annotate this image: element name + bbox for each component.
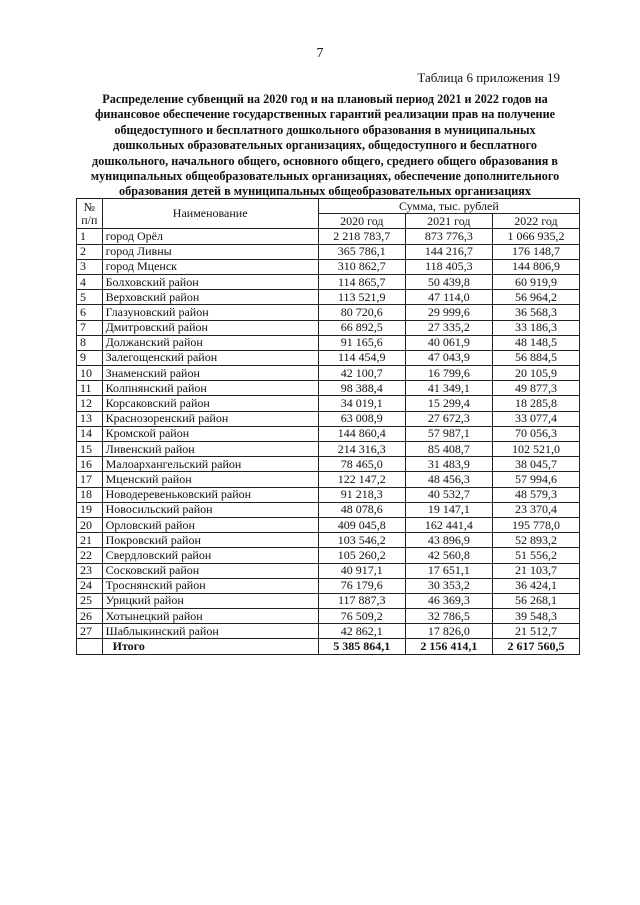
row-value-2022: 195 778,0 <box>492 517 579 532</box>
row-name: Новосильский район <box>102 502 318 517</box>
row-name: Колпнянский район <box>102 381 318 396</box>
row-value-2020: 144 860,4 <box>318 426 405 441</box>
row-value-2020: 103 546,2 <box>318 533 405 548</box>
row-value-2022: 18 285,8 <box>492 396 579 411</box>
row-value-2021: 27 335,2 <box>405 320 492 335</box>
row-name: Болховский район <box>102 274 318 289</box>
table-row <box>77 411 580 426</box>
row-name: Корсаковский район <box>102 396 318 411</box>
table-row <box>77 563 580 578</box>
row-value-2020: 80 720,6 <box>318 305 405 320</box>
row-value-2020: 63 008,9 <box>318 411 405 426</box>
table-row <box>77 472 580 487</box>
row-value-2021: 47 114,0 <box>405 290 492 305</box>
document-title <box>72 92 578 200</box>
total-value-2020: 5 385 864,1 <box>318 639 405 654</box>
row-value-2022: 51 556,2 <box>492 548 579 563</box>
row-value-2021: 19 147,1 <box>405 502 492 517</box>
row-value-2020: 114 454,9 <box>318 350 405 365</box>
row-value-2020: 76 179,6 <box>318 578 405 593</box>
row-value-2020: 78 465,0 <box>318 457 405 472</box>
row-value-2020: 48 078,6 <box>318 502 405 517</box>
row-value-2022: 57 994,6 <box>492 472 579 487</box>
table-row <box>77 290 580 305</box>
row-number: 13 <box>77 411 103 426</box>
header-year-2020: 2020 год <box>318 214 405 229</box>
row-number: 19 <box>77 502 103 517</box>
row-name: город Ливны <box>102 244 318 259</box>
title-line: образования детей в муниципальных общеобразовательных организациях <box>119 184 531 199</box>
row-value-2022: 33 077,4 <box>492 411 579 426</box>
row-name: Ливенский район <box>102 442 318 457</box>
row-name: Покровский район <box>102 533 318 548</box>
row-value-2021: 29 999,6 <box>405 305 492 320</box>
row-name: Новодеревеньковский район <box>102 487 318 502</box>
row-value-2020: 76 509,2 <box>318 609 405 624</box>
row-value-2022: 33 186,3 <box>492 320 579 335</box>
row-name: Кромской район <box>102 426 318 441</box>
row-name: Хотынецкий район <box>102 609 318 624</box>
table-row <box>77 335 580 350</box>
row-value-2020: 409 045,8 <box>318 517 405 532</box>
total-value-2022: 2 617 560,5 <box>492 639 579 654</box>
row-name: Верховский район <box>102 290 318 305</box>
row-name: Троснянский район <box>102 578 318 593</box>
row-value-2020: 214 316,3 <box>318 442 405 457</box>
row-number: 16 <box>77 457 103 472</box>
row-value-2022: 36 424,1 <box>492 578 579 593</box>
row-number: 14 <box>77 426 103 441</box>
row-number: 6 <box>77 305 103 320</box>
row-value-2021: 40 532,7 <box>405 487 492 502</box>
row-number: 10 <box>77 366 103 381</box>
total-row <box>77 639 580 654</box>
row-value-2020: 98 388,4 <box>318 381 405 396</box>
table-row <box>77 244 580 259</box>
row-value-2022: 20 105,9 <box>492 366 579 381</box>
row-value-2022: 48 148,5 <box>492 335 579 350</box>
row-value-2022: 48 579,3 <box>492 487 579 502</box>
row-number: 22 <box>77 548 103 563</box>
table-row <box>77 426 580 441</box>
title-line: общедоступного и бесплатного дошкольного образования в муниципальных <box>114 122 536 137</box>
row-name: город Орёл <box>102 229 318 244</box>
title-line: муниципальных общеобразовательных организациях, обеспечение дополнительного <box>90 169 560 184</box>
row-name: Шаблыкинский район <box>102 624 318 639</box>
table-reference: Таблица 6 приложения 19 <box>417 70 560 85</box>
row-value-2022: 36 568,3 <box>492 305 579 320</box>
row-value-2021: 57 987,1 <box>405 426 492 441</box>
row-value-2022: 60 919,9 <box>492 274 579 289</box>
table-row <box>77 578 580 593</box>
page-number: 7 <box>316 46 324 61</box>
row-value-2020: 117 887,3 <box>318 593 405 608</box>
row-number: 3 <box>77 259 103 274</box>
table-row <box>77 305 580 320</box>
table-body <box>77 229 580 654</box>
row-value-2022: 102 521,0 <box>492 442 579 457</box>
total-label: Итого <box>102 639 318 654</box>
total-value-2021: 2 156 414,1 <box>405 639 492 654</box>
row-name: Залегощенский район <box>102 350 318 365</box>
row-value-2022: 1 066 935,2 <box>492 229 579 244</box>
table-row <box>77 487 580 502</box>
row-value-2021: 17 651,1 <box>405 563 492 578</box>
row-value-2021: 873 776,3 <box>405 229 492 244</box>
table-row <box>77 396 580 411</box>
row-value-2021: 46 369,3 <box>405 593 492 608</box>
table-row <box>77 274 580 289</box>
row-name: город Мценск <box>102 259 318 274</box>
row-number: 17 <box>77 472 103 487</box>
table-row <box>77 502 580 517</box>
total-number-cell <box>77 639 103 654</box>
table-row <box>77 517 580 532</box>
row-value-2021: 42 560,8 <box>405 548 492 563</box>
row-value-2020: 122 147,2 <box>318 472 405 487</box>
header-name: Наименование <box>102 199 318 229</box>
title-line: дошкольного, начального общего, основного общего, среднего общего образования в <box>92 153 558 168</box>
row-value-2021: 30 353,2 <box>405 578 492 593</box>
table-row <box>77 593 580 608</box>
row-value-2022: 23 370,4 <box>492 502 579 517</box>
row-name: Глазуновский район <box>102 305 318 320</box>
row-name: Краснозоренский район <box>102 411 318 426</box>
table-row <box>77 350 580 365</box>
row-number: 5 <box>77 290 103 305</box>
table-row <box>77 624 580 639</box>
row-value-2022: 38 045,7 <box>492 457 579 472</box>
row-name: Орловский район <box>102 517 318 532</box>
row-value-2022: 144 806,9 <box>492 259 579 274</box>
header-year-2021: 2021 год <box>405 214 492 229</box>
row-value-2021: 50 439,8 <box>405 274 492 289</box>
header-number <box>77 199 103 229</box>
table-row <box>77 457 580 472</box>
row-number: 27 <box>77 624 103 639</box>
row-value-2020: 365 786,1 <box>318 244 405 259</box>
table-row <box>77 259 580 274</box>
table-row <box>77 548 580 563</box>
row-value-2020: 66 892,5 <box>318 320 405 335</box>
table-row <box>77 320 580 335</box>
row-value-2020: 40 917,1 <box>318 563 405 578</box>
row-value-2021: 41 349,1 <box>405 381 492 396</box>
row-number: 12 <box>77 396 103 411</box>
row-number: 4 <box>77 274 103 289</box>
row-number: 15 <box>77 442 103 457</box>
title-line: финансовое обеспечение государственных гарантий реализации прав на получение <box>94 107 556 122</box>
row-value-2020: 42 100,7 <box>318 366 405 381</box>
row-value-2022: 176 148,7 <box>492 244 579 259</box>
row-value-2021: 144 216,7 <box>405 244 492 259</box>
row-number: 24 <box>77 578 103 593</box>
row-value-2022: 56 884,5 <box>492 350 579 365</box>
row-name: Дмитровский район <box>102 320 318 335</box>
row-value-2021: 32 786,5 <box>405 609 492 624</box>
header-year-2022: 2022 год <box>492 214 579 229</box>
row-name: Мценский район <box>102 472 318 487</box>
row-value-2022: 39 548,3 <box>492 609 579 624</box>
row-name: Малоархангельский район <box>102 457 318 472</box>
row-name: Свердловский район <box>102 548 318 563</box>
header-sum: Сумма, тыс. рублей <box>318 199 579 214</box>
row-value-2021: 31 483,9 <box>405 457 492 472</box>
row-value-2021: 27 672,3 <box>405 411 492 426</box>
row-number: 2 <box>77 244 103 259</box>
row-number: 9 <box>77 350 103 365</box>
row-number: 8 <box>77 335 103 350</box>
row-value-2022: 21 512,7 <box>492 624 579 639</box>
row-number: 25 <box>77 593 103 608</box>
row-number: 11 <box>77 381 103 396</box>
row-value-2020: 105 260,2 <box>318 548 405 563</box>
header-number-text: № п/п <box>81 199 98 227</box>
row-number: 7 <box>77 320 103 335</box>
row-value-2020: 34 019,1 <box>318 396 405 411</box>
table-row <box>77 366 580 381</box>
row-value-2021: 15 299,4 <box>405 396 492 411</box>
row-value-2021: 85 408,7 <box>405 442 492 457</box>
row-value-2022: 56 268,1 <box>492 593 579 608</box>
row-number: 21 <box>77 533 103 548</box>
row-name: Знаменский район <box>102 366 318 381</box>
row-value-2022: 49 877,3 <box>492 381 579 396</box>
title-line: Распределение субвенций на 2020 год и на плановый период 2021 и 2022 годов на <box>102 92 548 106</box>
table-row <box>77 609 580 624</box>
row-value-2021: 40 061,9 <box>405 335 492 350</box>
row-number: 26 <box>77 609 103 624</box>
row-name: Урицкий район <box>102 593 318 608</box>
row-number: 20 <box>77 517 103 532</box>
row-name: Должанский район <box>102 335 318 350</box>
row-value-2021: 17 826,0 <box>405 624 492 639</box>
row-value-2020: 113 521,9 <box>318 290 405 305</box>
row-value-2021: 47 043,9 <box>405 350 492 365</box>
title-line: дошкольных образовательных организациях, общедоступного и бесплатного <box>113 138 537 153</box>
row-value-2022: 21 103,7 <box>492 563 579 578</box>
row-value-2021: 43 896,9 <box>405 533 492 548</box>
row-value-2020: 2 218 783,7 <box>318 229 405 244</box>
row-number: 18 <box>77 487 103 502</box>
row-value-2021: 48 456,3 <box>405 472 492 487</box>
row-value-2020: 91 218,3 <box>318 487 405 502</box>
table-row <box>77 442 580 457</box>
subvention-table <box>76 198 580 655</box>
row-number: 1 <box>77 229 103 244</box>
table-row <box>77 381 580 396</box>
row-value-2020: 42 862,1 <box>318 624 405 639</box>
row-name: Сосковский район <box>102 563 318 578</box>
table-row <box>77 229 580 244</box>
row-value-2021: 118 405,3 <box>405 259 492 274</box>
row-value-2022: 56 964,2 <box>492 290 579 305</box>
row-value-2020: 91 165,6 <box>318 335 405 350</box>
row-value-2021: 162 441,4 <box>405 517 492 532</box>
row-value-2020: 114 865,7 <box>318 274 405 289</box>
row-number: 23 <box>77 563 103 578</box>
table-row <box>77 533 580 548</box>
row-value-2021: 16 799,6 <box>405 366 492 381</box>
row-value-2022: 52 893,2 <box>492 533 579 548</box>
row-value-2020: 310 862,7 <box>318 259 405 274</box>
row-value-2022: 70 056,3 <box>492 426 579 441</box>
